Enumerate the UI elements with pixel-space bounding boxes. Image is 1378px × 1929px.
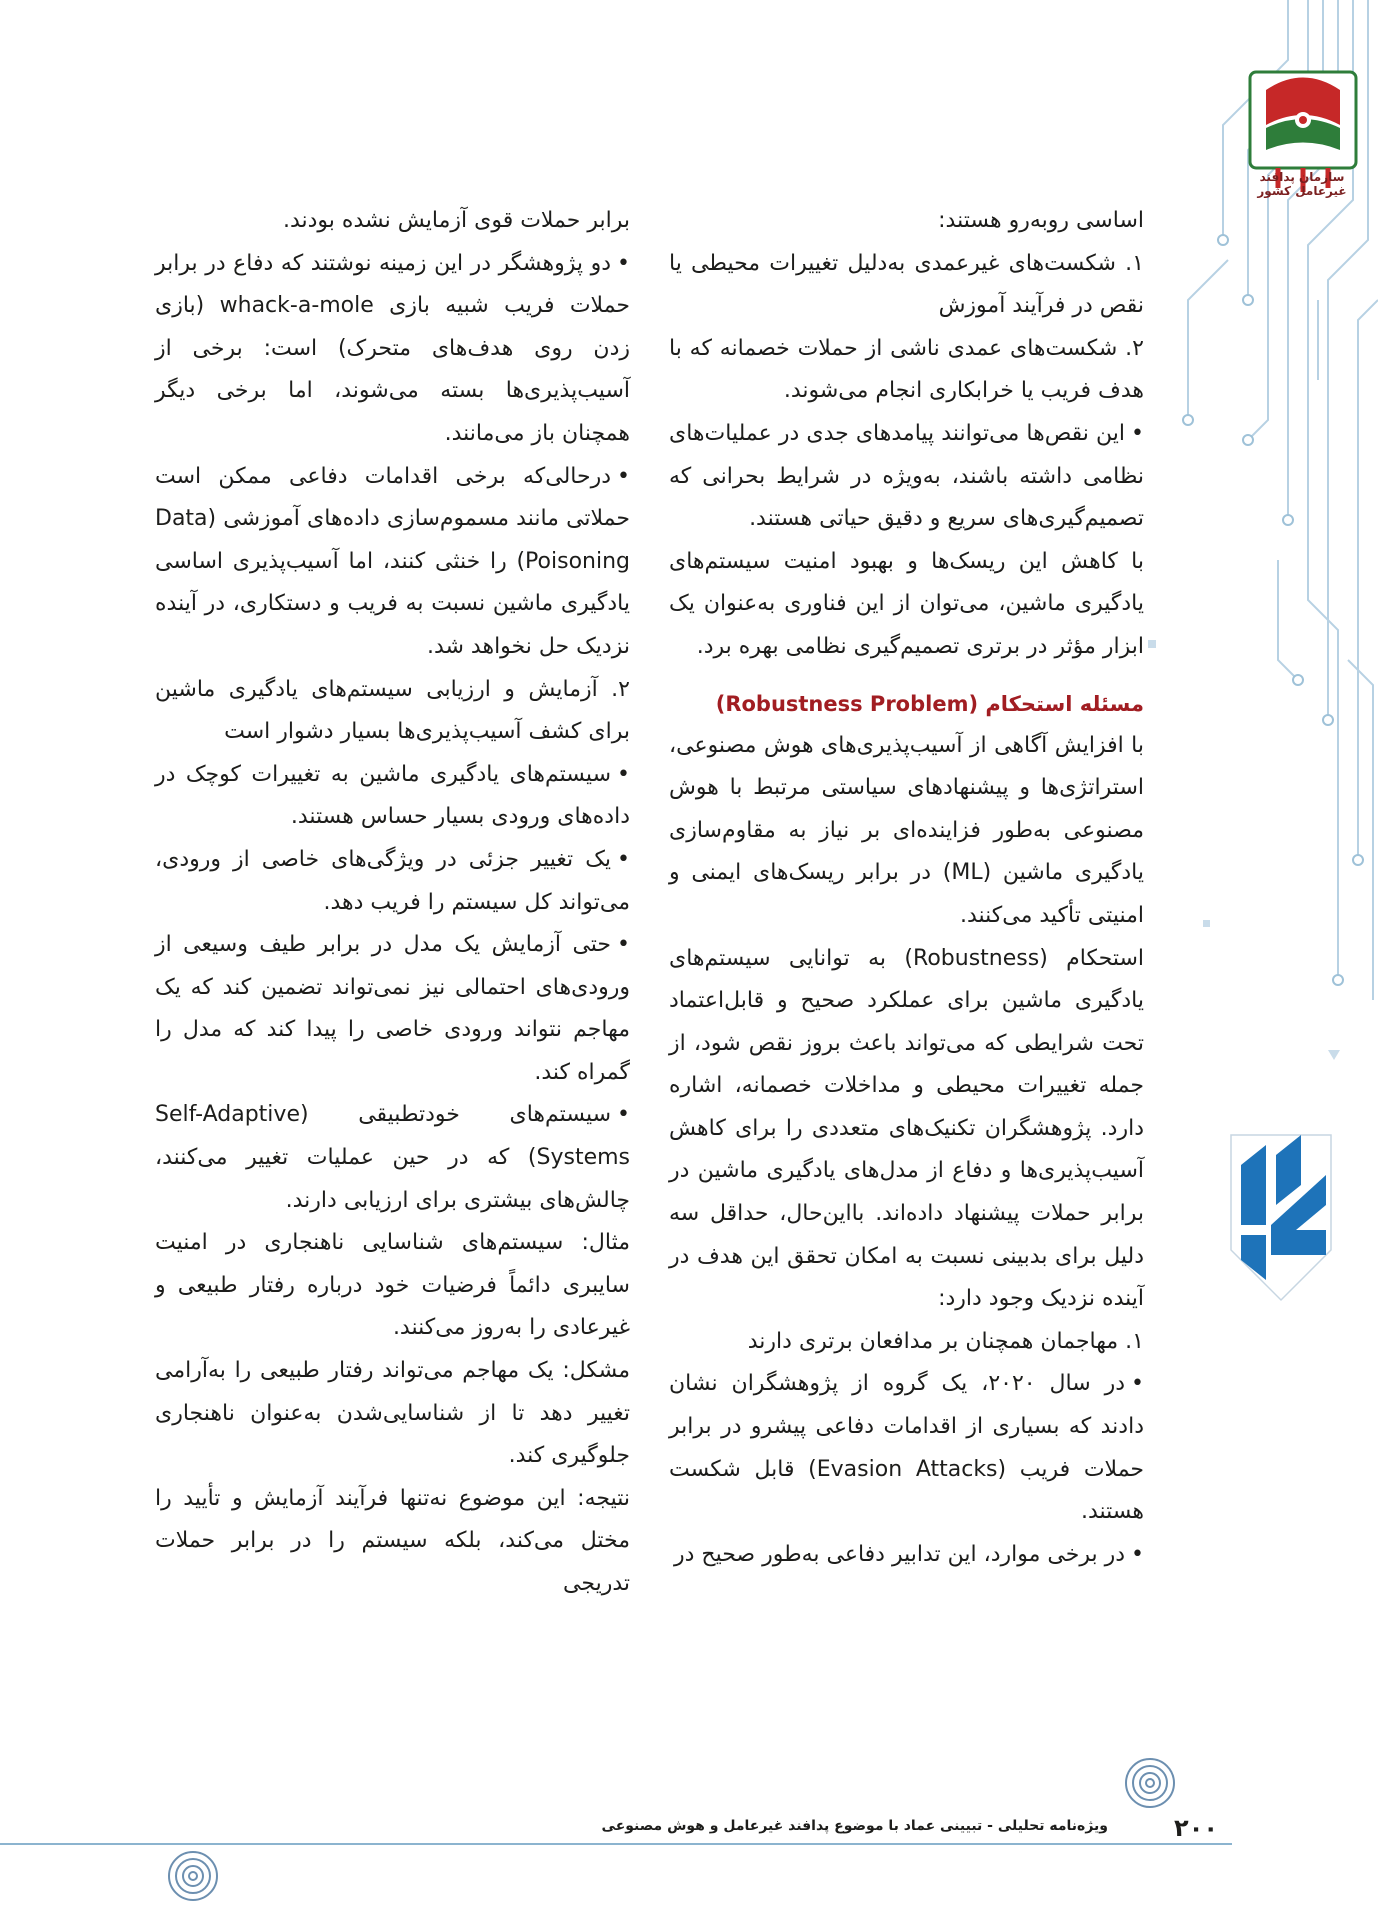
paragraph: ۱. شکست‌های غیرعمدی به‌دلیل تغییرات محیطی یا نقص در فرآیند آموزش xyxy=(669,250,1144,319)
footer-divider xyxy=(0,1843,1232,1845)
paragraph: استحکام (Robustness) به توانایی سیستم‌های یادگیری ماشین برای عملکرد صحیح و قابل‌اعتماد تحت شرایطی که می‌تواند باعث بروز نقص شود، از جمله تغییرات محیطی و مداخلات خصمانه، اشاره دارد. پژوهشگران تکنیک‌های متعددی را برای کاهش آسیب‌پذیری‌ها و دفاع از مدل‌های یادگیری ماشین در برابر حملات پیشنهاد داده‌اند. بااین‌حال، حداقل سه دلیل برای بدبینی نسبت به امکان تحقق این هدف در آینده نزدیک وجود دارد: xyxy=(669,945,1145,1312)
paragraph: ۲. آزمایش و ارزیابی سیستم‌های یادگیری ماشین برای کشف آسیب‌پذیری‌ها بسیار دشوار است xyxy=(155,676,630,745)
paragraph: ۱. مهاجمان همچنان بر مدافعان برتری دارند xyxy=(747,1328,1144,1354)
page-number: ۲۰۰ xyxy=(1174,1814,1218,1842)
right-column xyxy=(669,200,1144,1576)
org-logo-text: سازمان پدافند غیرعامل کشور xyxy=(1257,170,1347,198)
bullet-paragraph: • این نقص‌ها می‌توانند پیامدهای جدی در عملیات‌های نظامی داشته باشند، به‌ویژه در شرایط بحرانی که تصمیم‌گیری‌های سریع و دقیق حیاتی هستند. xyxy=(669,413,1144,541)
bullet-paragraph: • سیستم‌های خودتطبیقی (Self-Adaptive Systems) که در حین عملیات تغییر می‌کنند، چالش‌های بیشتری برای ارزیابی دارند. xyxy=(155,1094,630,1222)
footer-rings-decoration xyxy=(163,1846,223,1906)
bullet-paragraph: • حتی آزمایش یک مدل در برابر طیف وسیعی از ورودی‌های احتمالی نیز نمی‌تواند تضمین کند که یک مهاجم نتواند ورودی خاصی را پیدا کند که مدل را گمراه کند. xyxy=(155,924,630,1094)
paragraph: اساسی روبه‌رو هستند: xyxy=(938,208,1144,233)
footer-title: ویژه‌نامه تحلیلی - تبیینی عماد با موضوع پدافند غیرعامل و هوش مصنوعی xyxy=(601,1818,1108,1834)
section-title: مسئله استحکام (Robustness Problem) xyxy=(715,691,1144,716)
emad-logo xyxy=(1226,1130,1336,1305)
paragraph: مشکل: یک مهاجم می‌تواند رفتار طبیعی را به‌آرامی تغییر دهد تا از شناسایی‌شدن به‌عنوان ناهنجاری جلوگیری کند. xyxy=(155,1358,630,1469)
bullet-paragraph: • سیستم‌های یادگیری ماشین به تغییرات کوچک در داده‌های ورودی بسیار حساس هستند. xyxy=(155,754,630,839)
bullet-paragraph: • در برخی موارد، این تدابیر دفاعی به‌طور صحیح در xyxy=(669,1534,1144,1577)
footer-rings-decoration xyxy=(1120,1753,1180,1813)
bullet-paragraph: • درحالی‌که برخی اقدامات دفاعی ممکن است حملاتی مانند مسموم‌سازی داده‌های آموزشی (Data Poisoning) را خنثی کنند، اما آسیب‌پذیری اساسی یادگیری ماشین نسبت به فریب و دستکاری، در آینده نزدیک حل نخواهد شد. xyxy=(155,456,630,669)
bullet-paragraph: • یک تغییر جزئی در ویژگی‌های خاصی از ورودی، می‌تواند کل سیستم را فریب دهد. xyxy=(155,839,630,924)
paragraph: ۲. شکست‌های عمدی ناشی از حملات خصمانه که با هدف فریب یا خرابکاری انجام می‌شوند. xyxy=(669,335,1144,404)
paragraph: مثال: سیستم‌های شناسایی ناهنجاری در امنیت سایبری دائماً فرضیات خود درباره رفتار طبیعی و غیرعادی را به‌روز می‌کنند. xyxy=(155,1230,630,1341)
paragraph: نتیجه: این موضوع نه‌تنها فرآیند آزمایش و تأیید را مختل می‌کند، بلکه سیستم را در برابر حملات تدریجی xyxy=(155,1485,630,1596)
paragraph: با افزایش آگاهی از آسیب‌پذیری‌های هوش مصنوعی، استراتژی‌ها و پیشنهادهای سیاستی مرتبط با هوش مصنوعی به‌طور فزاینده‌ای بر نیاز به مقاوم‌سازی یادگیری ماشین (ML) در برابر ریسک‌های ایمنی و امنیتی تأکید می‌کنند. xyxy=(669,732,1144,928)
bullet-paragraph: • در سال ۲۰۲۰، یک گروه از پژوهشگران نشان دادند که بسیاری از اقدامات دفاعی پیشرو در برابر حملات فریب (Evasion Attacks) قابل شکست هستند. xyxy=(669,1363,1144,1533)
paragraph: با کاهش این ریسک‌ها و بهبود امنیت سیستم‌های یادگیری ماشین، می‌توان از این فناوری به‌عنوان یک ابزار مؤثر در برتری تصمیم‌گیری نظامی بهره برد. xyxy=(669,548,1144,659)
paragraph: برابر حملات قوی آزمایش نشده بودند. xyxy=(282,208,630,233)
bullet-paragraph: • دو پژوهشگر در این زمینه نوشتند که دفاع در برابر حملات فریب شبیه بازی whack-a-mole (بازی زدن روی هدف‌های متحرک) است: برخی از آسیب‌پذیری‌ها بسته می‌شوند، اما برخی دیگر همچنان باز می‌مانند. xyxy=(155,243,630,456)
left-column xyxy=(155,200,630,1606)
